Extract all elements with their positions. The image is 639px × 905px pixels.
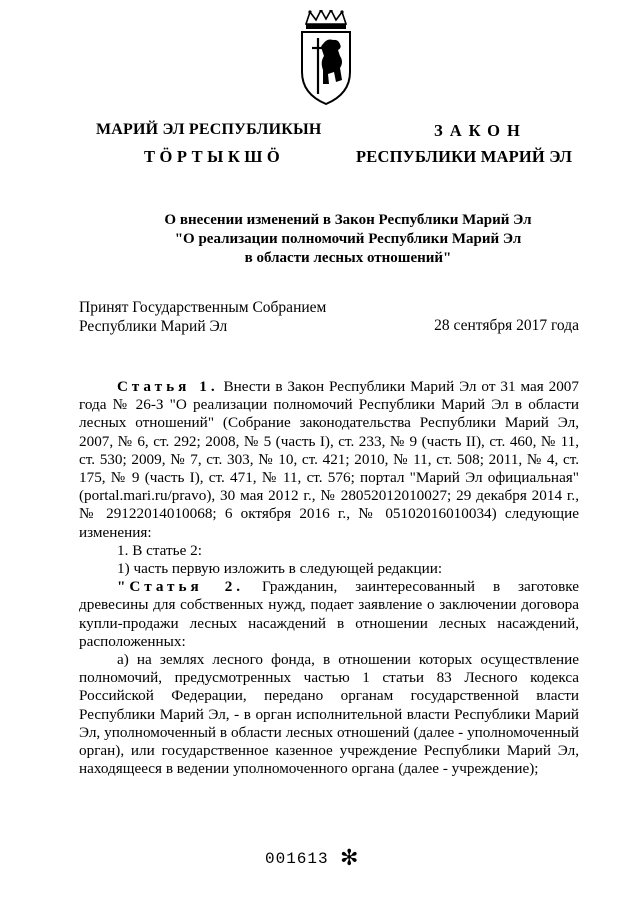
- article-2-paragraph: [79, 578, 579, 651]
- adopted-line1: Принят Государственным Собранием: [79, 299, 327, 316]
- coat-of-arms-bear-icon: [296, 10, 356, 106]
- header-right-line1: ЗАКОН: [434, 121, 527, 140]
- law-title-line1: О внесении изменений в Закон Республики Марий Эл: [164, 212, 532, 228]
- article-2-label: "Статья 2.: [117, 578, 245, 596]
- header-left-line2: ТӦРТЫКШӦ: [144, 147, 285, 166]
- article-1-paragraph: [79, 378, 579, 542]
- header-right-line2: РЕСПУБЛИКИ МАРИЙ ЭЛ: [356, 147, 573, 166]
- item-1-1: 1) часть первую изложить в следующей редакции:: [117, 560, 443, 578]
- article-1-label: Статья 1.: [117, 378, 219, 395]
- adopted-date: 28 сентября 2017 года: [434, 317, 579, 334]
- item-1: 1. В статье 2:: [117, 541, 202, 559]
- article-2-text: Гражданин, заинтересованный в заготовке древесины для собственных нужд, подает заявление о заключении договора купли-продажи лесных насаждений в отношении лесных насаждений, расположенных:: [79, 578, 579, 650]
- item-a: а) на землях лесного фонда, в отношении которых осуществление полномочий, предусмотренных частью 1 статьи 83 Лесного кодекса Российской Федерации, передано органам государственной власти Республики Марий Эл, - в орган исполнительной власти Республики Марий Эл, уполномоченный в области лесных отношений (далее - уполномоченный орган), или государственное казенное учреждение Республики Марий Эл, находящееся в ведении уполномоченного органа (далее - учреждение);: [79, 651, 579, 778]
- law-title: [118, 211, 578, 268]
- header-left-line1: МАРИЙ ЭЛ РЕСПУБЛИКЫН: [96, 121, 322, 138]
- document-serial-number: 001613: [265, 850, 329, 868]
- article-1-text: Внести в Закон Республики Марий Эл от 31 мая 2007 года № 26-З "О реализации полномочий Республики Марий Эл в области лесных отношений" (Собрание законодательства Республики Марий Эл, 2007, № 6, ст. 292; 2008, № 5 (часть I), ст. 233, № 9 (часть II), ст. 460, № 11, ст. 530; 2009, № 7, ст. 303, № 10, ст. 421; 2010, № 11, ст. 508; 2011, № 4, ст. 175, № 9 (часть I), ст. 471, № 11, ст. 576; портал "Марий Эл официальная" (portal.mari.ru/pravo), 30 мая 2012 г., № 28052012010027; 29 декабря 2014 г., № 29122014010068; 6 октября 2016 г., № 05102016010034) следующие изменения:: [79, 378, 579, 541]
- adopted-block: [79, 298, 326, 336]
- adopted-line2: Республики Марий Эл: [79, 318, 228, 335]
- law-title-line2: "О реализации полномочий Республики Марий Эл: [174, 231, 522, 247]
- asterisk-mark-icon: ✻: [340, 846, 359, 871]
- law-title-line3: в области лесных отношений": [244, 250, 452, 266]
- law-body: [79, 378, 579, 778]
